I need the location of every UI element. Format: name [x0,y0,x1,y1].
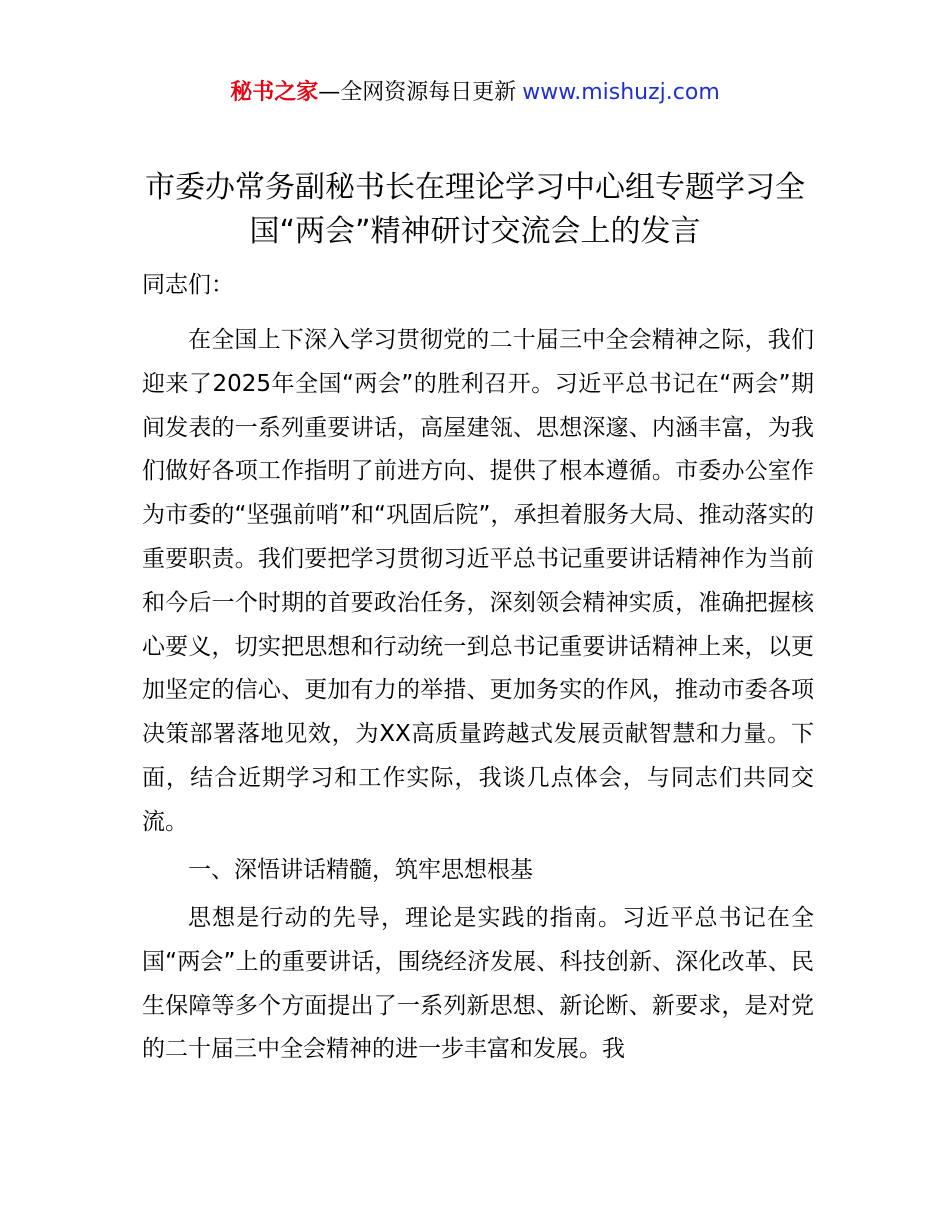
body-paragraph: 在全国上下深入学习贯彻党的二十届三中全会精神之际，我们迎来了2025年全国“两会”的胜利召开。习近平总书记在“两会”期间发表的一系列重要讲话，高屋建瓴、思想深邃、内涵丰富，为我们做好各项工作指明了前进方向、提供了根本遵循。市委办公室作为市委的“坚强前哨”和“巩固后院”，承担着服务大局、推动落实的重要职责。我们要把学习贯彻习近平总书记重要讲话精神作为当前和今后一个时期的首要政治任务，深刻领会精神实质，准确把握核心要义，切实把思想和行动统一到总书记重要讲话精神上来，以更加坚定的信心、更加有力的举措、更加务实的作风，推动市委各项决策部署落地见效，为XX高质量跨越式发展贡献智慧和力量。下面，结合近期学习和工作实际，我谈几点体会，与同志们共同交流。 [142,327,814,835]
site-url-link[interactable]: www.mishuzj.com [522,80,720,105]
body-paragraph: 思想是行动的先导，理论是实践的指南。习近平总书记在全国“两会”上的重要讲话，围绕经济发展、科技创新、深化改革、民生保障等多个方面提出了一系列新思想、新论断、新要求，是对党的二十届三中全会精神的进一步丰富和发展。我 [142,905,814,1063]
site-tagline: —全网资源每日更新 [318,80,517,105]
document-title: 市委办常务副秘书长在理论学习中心组专题学习全国“两会”精神研讨交流会上的发言 [145,170,805,249]
site-brand-name: 秘书之家 [230,80,319,105]
site-header-banner [0,78,950,108]
section-heading: 一、深悟讲话精髓，筑牢思想根基 [188,857,533,883]
salutation: 同志们： [142,272,234,298]
